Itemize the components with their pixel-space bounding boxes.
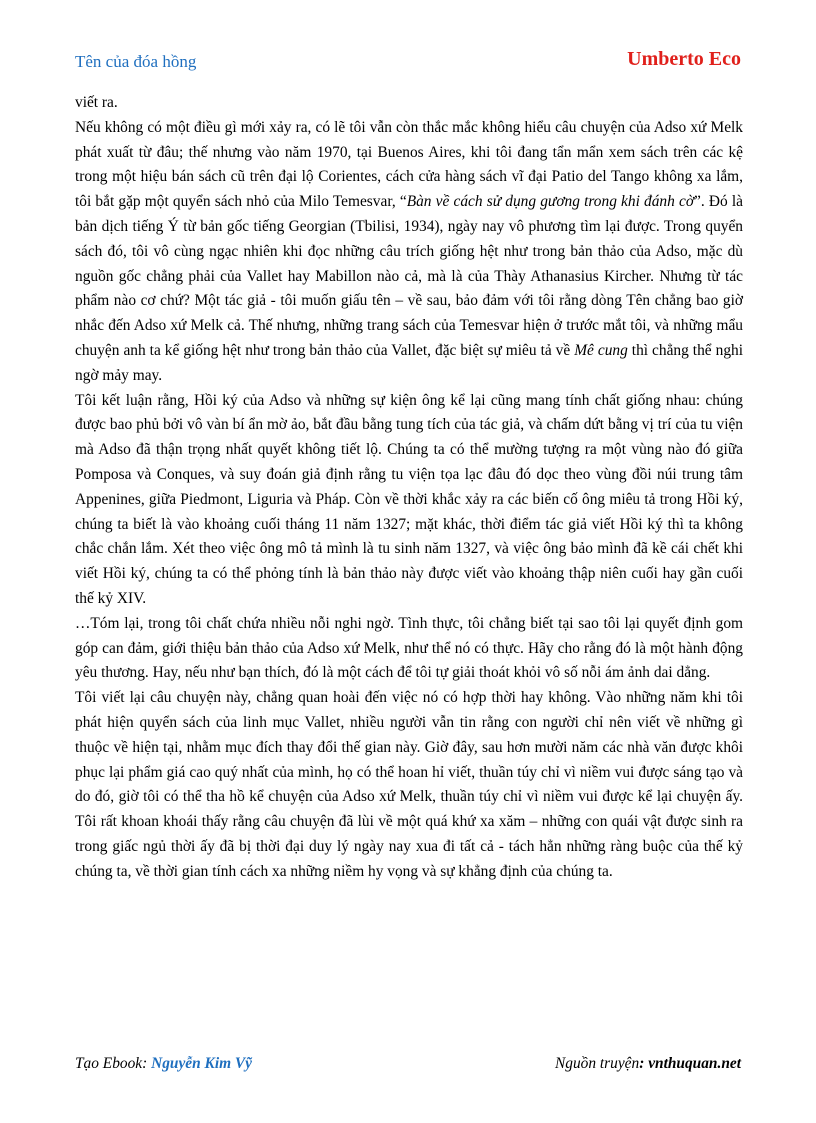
author-name: Umberto Eco (627, 48, 741, 70)
page-content (75, 91, 743, 885)
page-header (75, 48, 741, 78)
source-colon: : (639, 1055, 649, 1072)
paragraph-2-part-3: thì chẳng thể nghi ngờ mảy may. (75, 341, 743, 384)
ebook-creator: Nguyễn Kim Vỹ (151, 1055, 253, 1072)
book-title-italic: Bàn về cách sử dụng gương trong khi đánh cờ (406, 193, 695, 211)
source-label: Nguồn truyện (554, 1055, 640, 1072)
page-footer (75, 1055, 741, 1079)
ebook-label: Tạo Ebook (75, 1055, 143, 1072)
paragraph-4: …Tóm lại, trong tôi chất chứa nhiều nỗi nghi ngờ. Tình thực, tôi chẳng biết tại sao tôi lại quyết định gom góp can đảm, giới thiệu bản thảo của Adso xứ Melk, như thể nó có thực. Hãy cho rằng đó là một hành động yêu thương. Hay, nếu như bạn thích, đó là một cách để tôi tự giải thoát khỏi vô số nỗi ám ảnh dai dẳng. (75, 614, 743, 682)
source-credit (555, 1055, 741, 1073)
book-title: Tên của đóa hồng (75, 52, 197, 71)
paragraph-3: Tôi kết luận rằng, Hồi ký của Adso và những sự kiện ông kể lại cũng mang tính chất giống nhau: chúng được bao phủ bởi vô vàn bí ẩn mờ ảo, bắt đầu bằng tung tích của tác giả, và chấm dứt bằng vị trí của tu viện mà Adso đã thận trọng nhất quyết không tiết lộ. Chúng ta có thể mường tượng ra một vùng nào đó giữa Pomposa và Conques, và suy đoán giả định rằng tu viện tọa lạc đâu đó dọc theo vùng đồi núi trung tâm Appenines, giữa Piedmont, Liguria và Pháp. Còn về thời khắc xảy ra các biến cố ông miêu tả trong Hồi ký, chúng ta biết là vào khoảng cuối tháng 11 năm 1327; mặt khác, thời điểm tác giả viết Hồi ký thì ta không chắc chắn lắm. Xét theo việc ông mô tả mình là tu sinh năm 1327, và việc ông bảo mình đã kề cái chết khi viết Hồi ký, chúng ta có thể phỏng tính là bản thảo này được viết vào khoảng thập niên cuối hay gần cuối thế kỷ XIV. (75, 391, 743, 607)
paragraph-1: viết ra. (75, 94, 118, 111)
source-site: vnthuquan.net (648, 1055, 741, 1072)
paragraph-2-part-1: Nếu không có một điều gì mới xảy ra, có lẽ tôi vẫn còn thắc mắc không hiểu câu chuyện của Adso xứ Melk phát xuất từ đâu; thế nhưng vào năm 1970, tại Buenos Aires, khi tôi đang tẩn mẩn xem sách trên các kệ trong một hiệu bán sách cũ trên đại lộ Corientes, cách cửa hàng sách vĩ đại Patio del Tango không xa lắm, tôi bắt gặp một quyển sách nhỏ của Milo Temesvar, “ (75, 118, 743, 211)
paragraph-2 (75, 116, 743, 389)
paragraph-2-part-2: ”. Đó là bản dịch tiếng Ý từ bản gốc tiếng Georgian (Tbilisi, 1934), ngày nay vô phương tìm lại được. Trong quyển sách đó, tôi vô cùng ngạc nhiên khi đọc những câu trích giống hệt như trong bản thảo của Adso, mặc dù nguồn gốc chẳng phải của Vallet hay Mabillon nào cả, mà là của Thày Athanasius Kircher. Nhưng từ tác phẩm nào cơ chứ? Một tác giả - tôi muốn giấu tên – về sau, bảo đảm với tôi rằng dòng Tên chẳng bao giờ nhắc đến Adso xứ Melk cả. Thế nhưng, những trang sách của Temesvar hiện ở trước mắt tôi, và những mẩu chuyện anh ta kể giống hệt như trong bản thảo của Vallet, đặc biệt sự miêu tả về (75, 193, 743, 359)
paragraph-5: Tôi viết lại câu chuyện này, chẳng quan hoài đến việc nó có hợp thời hay không. Vào những năm khi tôi phát hiện quyển sách của linh mục Vallet, nhiều người vẫn tin rằng con người chỉ nên viết về những gì thuộc về hiện tại, nhằm mục đích thay đổi thế gian này. Giờ đây, sau hơn mười năm các nhà văn được khôi phục lại phẩm giá cao quý nhất của mình, họ có thể hoan hỉ viết, thuần túy chỉ vì niềm vui được sáng tạo và do đó, giờ tôi có thể tha hồ kể chuyện của Adso xứ Melk, thuần túy chỉ vì niềm vui được kể lại chuyện ấy. Tôi rất khoan khoái thấy rằng câu chuyện đã lùi về một quá khứ xa xăm – những con quái vật được sinh ra trong giấc ngủ thời ấy đã bị thời đại duy lý ngày nay xua đi tất cả - tách hẳn những ràng buộc của thế kỷ chúng ta, về thời gian tính cách xa những niềm hy vọng và sự khẳng định của chúng ta. (75, 689, 743, 880)
labyrinth-italic: Mê cung (574, 341, 628, 359)
ebook-credit (75, 1055, 252, 1073)
ebook-colon: : (142, 1055, 152, 1072)
